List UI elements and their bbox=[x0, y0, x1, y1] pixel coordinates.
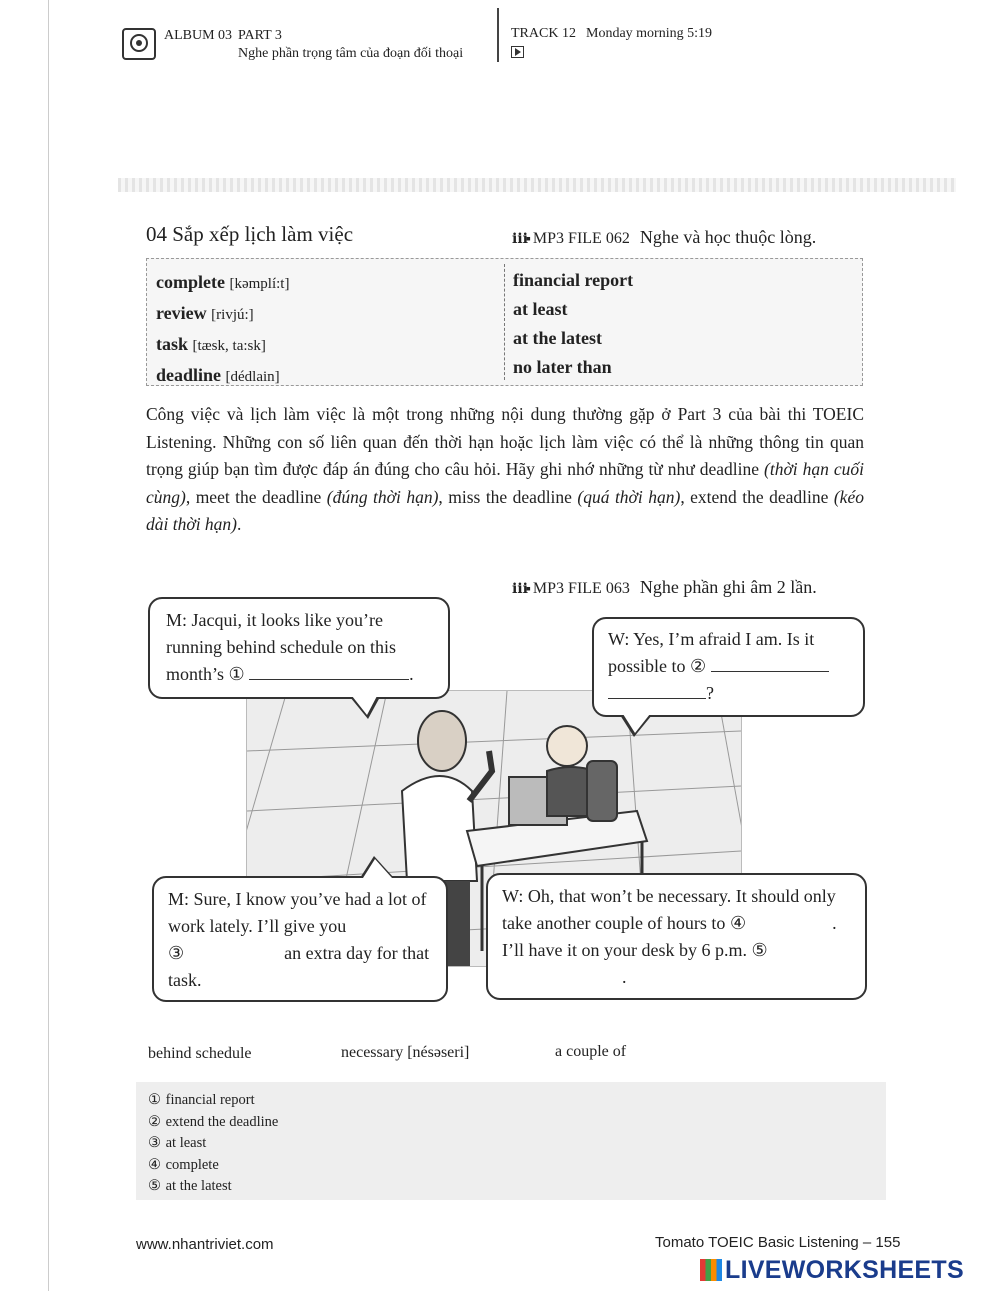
mp3-file-063: ⅲ▪ MP3 FILE 063 Nghe phần ghi âm 2 lần. bbox=[512, 577, 817, 597]
liveworksheets-logo-icon bbox=[700, 1259, 722, 1281]
mp3-file-062: ⅲ▪ MP3 FILE 062 Nghe và học thuộc lòng. bbox=[512, 227, 817, 247]
audio-wave-icon: ⅲ▪ bbox=[512, 232, 529, 247]
track-label: TRACK 12 bbox=[511, 26, 576, 41]
speech-bubble-woman-2: W: Oh, that won’t be necessary. It should only take another couple of hours to ④ . I’ll have it on your desk by 6 p.m. ⑤. bbox=[486, 873, 867, 1000]
vocab-item: review [rivjú:] bbox=[156, 303, 254, 323]
speech-bubble-woman-1: W: Yes, I’m afraid I am. Is it possible to ② ? bbox=[592, 617, 865, 717]
answer-item: ④ complete bbox=[148, 1156, 219, 1173]
audio-wave-icon: ⅲ▪ bbox=[512, 582, 529, 597]
intro-paragraph: Công việc và lịch làm việc là một trong những nội dung thường gặp ở Part 3 của bài thi TOEIC Listening. Những con số liên quan đến thời hạn hoặc lịch làm việc có thể là những thông tin quan trọng giúp bạn tìm được đáp án đúng cho câu hỏi. Hãy ghi nhớ những từ như deadline (thời hạn cuối cùng), meet the deadline (đúng thời hạn), miss the deadline (quá thời hạn), extend the deadline (kéo dài thời hạn). bbox=[146, 404, 864, 534]
answer-item: ⑤ at the latest bbox=[148, 1178, 232, 1194]
answer-item: ① financial report bbox=[148, 1092, 255, 1108]
vocab-item: deadline [dédlain] bbox=[156, 365, 280, 385]
blank-2-continued[interactable] bbox=[608, 698, 706, 699]
vocab-item: no later than bbox=[513, 357, 612, 377]
answer-item: ③ at least bbox=[148, 1135, 207, 1151]
vocab-item: complete [kəmplí:t] bbox=[156, 272, 290, 292]
extra-vocab-2: necessary [nésəseri] bbox=[341, 1044, 470, 1061]
extra-vocab-1: behind schedule bbox=[148, 1045, 252, 1062]
book-page-label: Tomato TOEIC Basic Listening – 155 bbox=[655, 1234, 901, 1251]
blank-1[interactable] bbox=[249, 679, 409, 680]
header-divider bbox=[497, 8, 499, 62]
page-edge-line bbox=[48, 0, 49, 1291]
answer-item: ② extend the deadline bbox=[148, 1113, 279, 1130]
blank-2[interactable] bbox=[711, 671, 829, 672]
section-title: 04 Sắp xếp lịch làm việc bbox=[146, 222, 354, 246]
vocab-item: at the latest bbox=[513, 328, 602, 348]
extra-vocab-3: a couple of bbox=[555, 1043, 627, 1060]
bubble-tail bbox=[623, 714, 650, 733]
bubble-tail bbox=[352, 696, 377, 715]
speech-bubble-man-1: M: Jacqui, it looks like you’re running behind schedule on this month’s ① . bbox=[148, 597, 450, 699]
section-band bbox=[118, 178, 956, 192]
speech-bubble-man-2: M: Sure, I know you’ve had a lot of work lately. I’ll give you ③ an extra day for that task. bbox=[152, 876, 448, 1002]
bubble-tail bbox=[363, 859, 392, 878]
play-icon[interactable] bbox=[511, 46, 524, 58]
liveworksheets-brand[interactable]: LIVEWORKSHEETS bbox=[700, 1256, 964, 1285]
answer-list bbox=[148, 1090, 278, 1198]
vocabulary-right bbox=[513, 266, 633, 382]
vocab-item: at least bbox=[513, 299, 568, 319]
header-subtitle: Nghe phần trọng tâm của đoạn đối thoại bbox=[238, 46, 464, 61]
audio-disc-icon bbox=[122, 28, 156, 60]
vocab-item: task [tæsk, ta:sk] bbox=[156, 334, 266, 354]
vocab-item: financial report bbox=[513, 270, 634, 290]
vocabulary-left bbox=[156, 268, 289, 392]
track-time: Monday morning 5:19 bbox=[586, 26, 712, 41]
part-label: PART 3 bbox=[238, 28, 282, 43]
website-link[interactable]: www.nhantriviet.com bbox=[136, 1236, 274, 1253]
album-label: ALBUM 03 bbox=[164, 28, 233, 43]
vocabulary-divider bbox=[504, 264, 505, 380]
